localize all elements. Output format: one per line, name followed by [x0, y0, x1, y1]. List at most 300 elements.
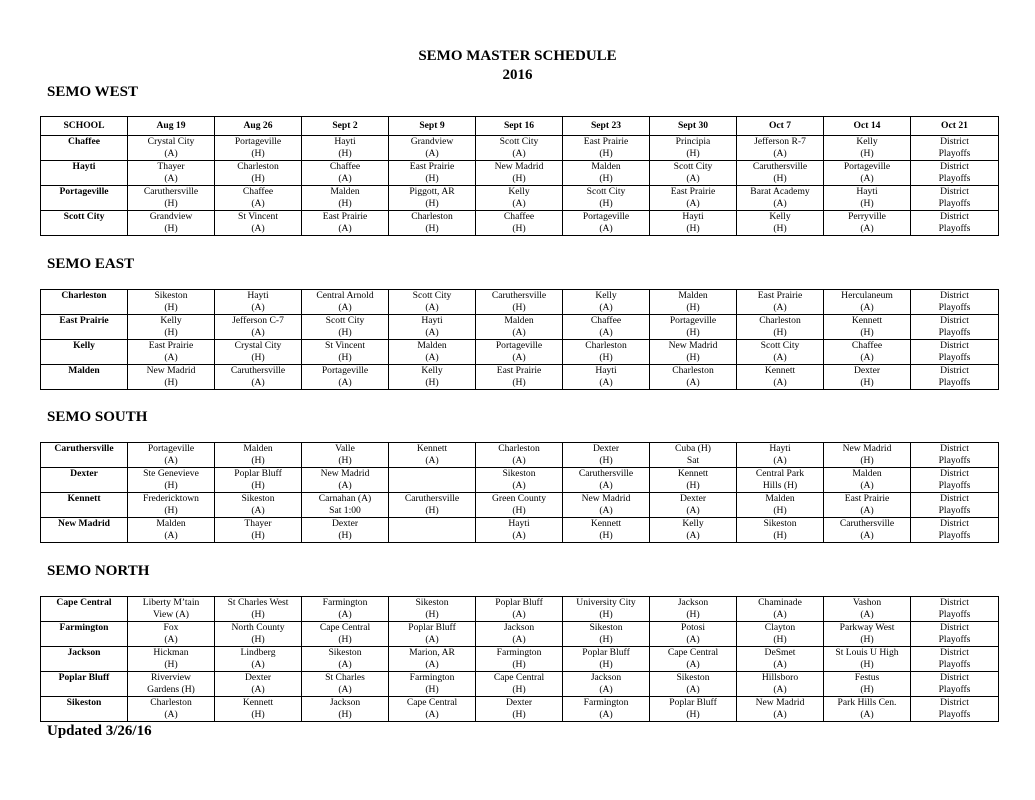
header-date: Sept 9: [389, 117, 476, 136]
opponent: Malden: [330, 186, 360, 197]
game-cell: [824, 340, 911, 365]
opponent: Kennett: [242, 697, 274, 708]
opponent: District: [940, 161, 969, 172]
opponent: Barat Academy: [750, 186, 810, 197]
location: (H): [860, 658, 874, 670]
game-cell: [128, 622, 215, 647]
opponent: Caruthersville: [404, 493, 460, 504]
location: (A): [251, 658, 265, 670]
opponent: Kennett: [851, 315, 883, 326]
location: Playoffs: [938, 529, 971, 541]
location: (H): [860, 633, 874, 645]
opponent: Kelly: [769, 211, 791, 222]
location: (A): [860, 504, 874, 516]
location: (H): [860, 454, 874, 466]
location: (H): [512, 301, 526, 313]
location: (A): [512, 326, 526, 338]
location: (H): [425, 222, 439, 234]
opponent: District: [940, 518, 969, 529]
location: (A): [860, 222, 874, 234]
header-date: Oct 7: [737, 117, 824, 136]
opponent: Cape Central: [319, 622, 371, 633]
game-cell: [389, 136, 476, 161]
opponent: District: [940, 493, 969, 504]
game-cell: [737, 161, 824, 186]
game-cell: [650, 672, 737, 697]
game-cell: [389, 186, 476, 211]
game-cell: [302, 365, 389, 390]
location: (H): [686, 708, 700, 720]
location: (A): [512, 197, 526, 209]
opponent: Fox: [163, 622, 179, 633]
table-row: [41, 493, 999, 518]
location: (H): [599, 147, 613, 159]
location: (A): [338, 222, 352, 234]
location: (A): [599, 708, 613, 720]
game-cell: [911, 597, 999, 622]
opponent: District: [940, 290, 969, 301]
opponent: Malden: [678, 290, 708, 301]
school-name: Hayti: [41, 161, 128, 186]
game-cell: [824, 697, 911, 722]
location: (H): [425, 608, 439, 620]
location: (H): [164, 479, 178, 491]
opponent: Charleston: [237, 161, 279, 172]
game-cell: [389, 493, 476, 518]
game-cell: [476, 211, 563, 236]
location: (H): [164, 376, 178, 388]
opponent: St Charles West: [227, 597, 289, 608]
table-row: [41, 161, 999, 186]
opponent: Hayti: [856, 186, 878, 197]
game-cell: [911, 211, 999, 236]
opponent: New Madrid: [668, 340, 718, 351]
location: (H): [251, 608, 265, 620]
opponent: Clayton: [764, 622, 796, 633]
opponent: Jackson: [503, 622, 535, 633]
opponent: Lindberg: [240, 647, 276, 658]
location: (A): [512, 147, 526, 159]
opponent: Sikeston: [676, 672, 710, 683]
header-row: [41, 117, 999, 136]
game-cell: [737, 493, 824, 518]
location: (H): [599, 351, 613, 363]
location: (A): [251, 301, 265, 313]
location: Playoffs: [938, 504, 971, 516]
location: (H): [338, 454, 352, 466]
opponent: East Prairie: [757, 290, 803, 301]
opponent: East Prairie: [409, 161, 455, 172]
location: (H): [251, 454, 265, 466]
location: (A): [773, 658, 787, 670]
game-cell: [650, 315, 737, 340]
table-row: [41, 315, 999, 340]
table-row: [41, 622, 999, 647]
location: (H): [251, 708, 265, 720]
opponent: Dexter: [331, 518, 359, 529]
game-cell: [563, 290, 650, 315]
location: (A): [773, 301, 787, 313]
game-cell: [563, 161, 650, 186]
location: Playoffs: [938, 658, 971, 670]
location: (A): [251, 197, 265, 209]
opponent: Charleston: [759, 315, 801, 326]
game-cell: [911, 290, 999, 315]
opponent: Green County: [491, 493, 547, 504]
game-cell: [824, 443, 911, 468]
location: (H): [338, 326, 352, 338]
school-name: Kennett: [41, 493, 128, 518]
opponent: Poplar Bluff: [582, 647, 630, 658]
opponent: District: [940, 340, 969, 351]
opponent: St Louis U High: [835, 647, 899, 658]
opponent: Piggott, AR: [409, 186, 455, 197]
school-name: Dexter: [41, 468, 128, 493]
page-title: SEMO MASTER SCHEDULE: [418, 48, 617, 64]
location: (A): [860, 608, 874, 620]
game-cell: [824, 493, 911, 518]
location: (H): [686, 608, 700, 620]
game-cell: [737, 518, 824, 543]
game-cell: [215, 315, 302, 340]
game-cell: [302, 597, 389, 622]
opponent: Valle: [335, 443, 355, 454]
location: (A): [425, 708, 439, 720]
opponent: Cuba (H): [675, 443, 711, 454]
table-row: [41, 340, 999, 365]
location: (H): [599, 529, 613, 541]
opponent: District: [940, 622, 969, 633]
location: (A): [164, 708, 178, 720]
location: Playoffs: [938, 147, 971, 159]
game-cell: [563, 672, 650, 697]
game-cell: [563, 622, 650, 647]
location: (A): [338, 301, 352, 313]
location: (H): [773, 326, 787, 338]
opponent: Cape Central: [406, 697, 458, 708]
game-cell: [302, 315, 389, 340]
opponent: Dexter: [853, 365, 881, 376]
location: (A): [686, 172, 700, 184]
opponent: Portageville: [843, 161, 891, 172]
opponent: Caruthersville: [143, 186, 199, 197]
game-cell: [215, 697, 302, 722]
location: (A): [686, 504, 700, 516]
location: Playoffs: [938, 197, 971, 209]
location: Playoffs: [938, 172, 971, 184]
location: (H): [164, 658, 178, 670]
opponent: Jefferson R-7: [754, 136, 806, 147]
game-cell: [650, 468, 737, 493]
opponent: Malden: [765, 493, 795, 504]
game-cell: [215, 136, 302, 161]
opponent: Hayti: [682, 211, 704, 222]
opponent: Portageville: [495, 340, 543, 351]
location: (H): [338, 351, 352, 363]
opponent: Malden: [243, 443, 273, 454]
opponent: District: [940, 136, 969, 147]
game-cell: [128, 697, 215, 722]
game-cell: [128, 136, 215, 161]
game-cell: [824, 622, 911, 647]
game-cell: [389, 340, 476, 365]
opponent: Malden: [852, 468, 882, 479]
game-cell: [650, 622, 737, 647]
game-cell: [650, 186, 737, 211]
location: (A): [338, 683, 352, 695]
game-cell: [737, 597, 824, 622]
opponent: Charleston: [672, 365, 714, 376]
opponent: Jackson: [329, 697, 361, 708]
location: (H): [686, 351, 700, 363]
opponent: Sikeston: [241, 493, 275, 504]
opponent: New Madrid: [320, 468, 370, 479]
table-row: [41, 211, 999, 236]
game-cell: [215, 186, 302, 211]
opponent: Liberty M’tain: [142, 597, 200, 608]
game-cell: [737, 697, 824, 722]
schedule-table-west: [40, 116, 999, 236]
opponent: Chaffee: [329, 161, 361, 172]
opponent: Chaminade: [758, 597, 802, 608]
game-cell: [389, 365, 476, 390]
game-cell: [737, 136, 824, 161]
opponent: Charleston: [498, 443, 540, 454]
opponent: Chaffee: [242, 186, 274, 197]
game-cell: [476, 340, 563, 365]
opponent: Thayer: [244, 518, 272, 529]
location: (H): [338, 633, 352, 645]
opponent: Sikeston: [154, 290, 188, 301]
game-cell: [215, 622, 302, 647]
opponent: Potosi: [681, 622, 705, 633]
game-cell: [650, 597, 737, 622]
location: (A): [773, 454, 787, 466]
section-heading-north: SEMO NORTH: [47, 563, 150, 579]
location: (H): [686, 147, 700, 159]
game-cell: [824, 672, 911, 697]
location: (H): [686, 301, 700, 313]
opponent: Sikeston: [502, 468, 536, 479]
game-cell: [476, 493, 563, 518]
opponent: Hayti: [508, 518, 530, 529]
opponent: Kennett: [677, 468, 709, 479]
opponent: East Prairie: [844, 493, 890, 504]
opponent: East Prairie: [496, 365, 542, 376]
opponent: Malden: [156, 518, 186, 529]
game-cell: [128, 290, 215, 315]
game-cell: [563, 365, 650, 390]
game-cell: [911, 340, 999, 365]
location: Playoffs: [938, 479, 971, 491]
opponent: Hillsboro: [761, 672, 799, 683]
location: (A): [164, 147, 178, 159]
opponent: Grandview: [149, 211, 193, 222]
game-cell: [128, 468, 215, 493]
game-cell: [911, 365, 999, 390]
location: (A): [773, 376, 787, 388]
location: (A): [860, 172, 874, 184]
game-cell: [911, 315, 999, 340]
game-cell: [563, 443, 650, 468]
location: (A): [164, 633, 178, 645]
location: (A): [425, 301, 439, 313]
opponent: Hickman: [153, 647, 189, 658]
game-cell: [737, 340, 824, 365]
location: (H): [251, 633, 265, 645]
table-row: [41, 672, 999, 697]
game-cell: [389, 647, 476, 672]
game-cell: [215, 290, 302, 315]
location: (A): [599, 479, 613, 491]
location: (H): [164, 222, 178, 234]
game-cell: [563, 518, 650, 543]
game-cell: [476, 161, 563, 186]
location: (H): [425, 683, 439, 695]
opponent: Dexter: [679, 493, 707, 504]
game-cell: [563, 697, 650, 722]
game-cell: [824, 468, 911, 493]
opponent: Jefferson C-7: [232, 315, 284, 326]
location: (A): [773, 351, 787, 363]
opponent: Fredericktown: [143, 493, 199, 504]
opponent: Dexter: [505, 697, 533, 708]
game-cell: [302, 136, 389, 161]
opponent: New Madrid: [755, 697, 805, 708]
opponent: Vashon: [852, 597, 882, 608]
game-cell: [824, 518, 911, 543]
game-cell: [911, 697, 999, 722]
location: (A): [338, 172, 352, 184]
opponent: Charleston: [411, 211, 453, 222]
opponent: Park Hills Cen.: [837, 697, 897, 708]
opponent: Kelly: [682, 518, 704, 529]
game-cell: [215, 597, 302, 622]
game-cell: [302, 493, 389, 518]
game-cell: [476, 597, 563, 622]
opponent: Scott City: [760, 340, 800, 351]
game-cell: [476, 186, 563, 211]
location: (A): [512, 454, 526, 466]
location: (A): [686, 633, 700, 645]
game-cell: [389, 315, 476, 340]
opponent: Sikeston: [589, 622, 623, 633]
opponent: Central Park: [755, 468, 805, 479]
opponent: Jackson: [590, 672, 622, 683]
game-cell: [389, 211, 476, 236]
game-cell: [302, 697, 389, 722]
header-school: SCHOOL: [41, 117, 128, 136]
opponent: Hayti: [421, 315, 443, 326]
location: (A): [425, 326, 439, 338]
game-cell: [476, 672, 563, 697]
header-date: Sept 30: [650, 117, 737, 136]
opponent: Scott City: [673, 161, 713, 172]
opponent: St Vincent: [237, 211, 279, 222]
game-cell: [737, 443, 824, 468]
game-cell: [302, 468, 389, 493]
page-year: 2016: [502, 67, 533, 83]
game-cell: [911, 647, 999, 672]
opponent: Hayti: [769, 443, 791, 454]
opponent: Jackson: [677, 597, 709, 608]
opponent: Chaffee: [851, 340, 883, 351]
opponent: Farmington: [583, 697, 629, 708]
game-cell: [476, 136, 563, 161]
location: (H): [512, 222, 526, 234]
location: (A): [599, 222, 613, 234]
location: (A): [338, 658, 352, 670]
game-cell: [563, 597, 650, 622]
game-cell: [563, 340, 650, 365]
game-cell: [737, 315, 824, 340]
header-date: Sept 16: [476, 117, 563, 136]
opponent: Charleston: [150, 697, 192, 708]
section-heading-south: SEMO SOUTH: [47, 409, 148, 425]
opponent: Central Arnold: [316, 290, 374, 301]
schedule-table-north: [40, 596, 999, 722]
location: (H): [599, 454, 613, 466]
game-cell: [128, 186, 215, 211]
game-cell: [824, 315, 911, 340]
game-cell: [911, 622, 999, 647]
game-cell: [302, 161, 389, 186]
location: (H): [425, 504, 439, 516]
game-cell: [302, 622, 389, 647]
game-cell: [128, 597, 215, 622]
school-name: Caruthersville: [41, 443, 128, 468]
opponent: Poplar Bluff: [234, 468, 282, 479]
game-cell: [476, 647, 563, 672]
location: (H): [512, 504, 526, 516]
game-cell: [650, 697, 737, 722]
school-name: Chaffee: [41, 136, 128, 161]
location: Sat: [686, 454, 700, 466]
opponent: Dexter: [244, 672, 272, 683]
game-cell: [650, 161, 737, 186]
location: (H): [512, 376, 526, 388]
location: (A): [773, 147, 787, 159]
game-cell: [476, 697, 563, 722]
game-cell: [650, 647, 737, 672]
opponent: District: [940, 697, 969, 708]
opponent: New Madrid: [842, 443, 892, 454]
opponent: Parkway West: [839, 622, 895, 633]
location: (A): [773, 608, 787, 620]
opponent: Malden: [504, 315, 534, 326]
game-cell: [476, 468, 563, 493]
game-cell: [737, 211, 824, 236]
location: Gardens (H): [147, 683, 195, 695]
header-date: Sept 2: [302, 117, 389, 136]
location: (A): [512, 633, 526, 645]
game-cell: [302, 290, 389, 315]
location: Playoffs: [938, 351, 971, 363]
location: (A): [773, 683, 787, 695]
opponent: Caruthersville: [230, 365, 286, 376]
opponent: Kelly: [595, 290, 617, 301]
game-cell: [215, 443, 302, 468]
opponent: Caruthersville: [839, 518, 895, 529]
location: (A): [425, 658, 439, 670]
location: (A): [425, 633, 439, 645]
game-cell: [824, 290, 911, 315]
table-row: [41, 518, 999, 543]
game-cell: [215, 365, 302, 390]
opponent: Scott City: [325, 315, 365, 326]
location: (A): [860, 529, 874, 541]
game-cell: [215, 647, 302, 672]
